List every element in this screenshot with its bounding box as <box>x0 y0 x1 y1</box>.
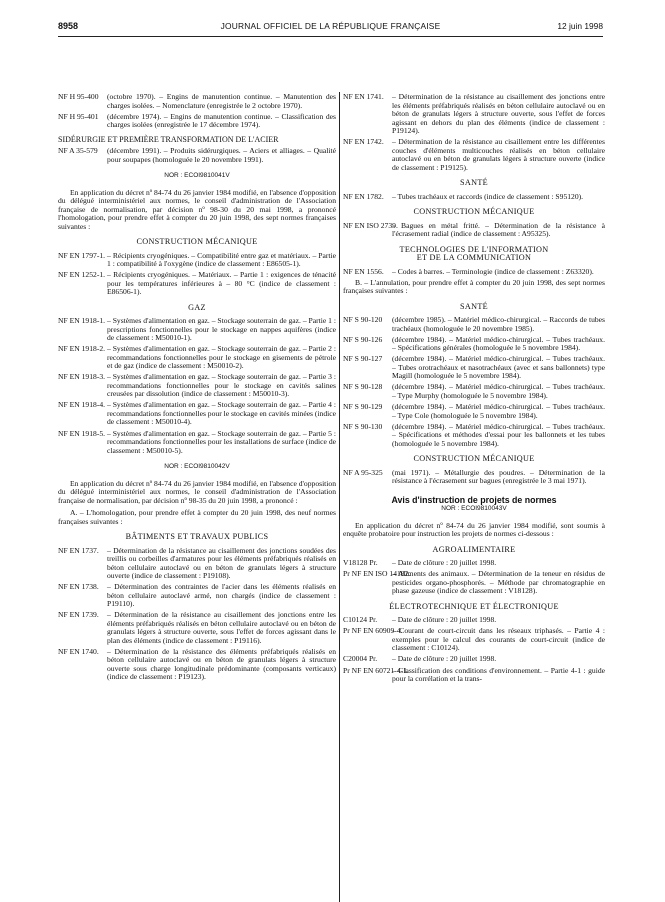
left-column <box>58 93 336 684</box>
norm-description: (décembre 1984). – Matériel médico-chirurgical. – Tubes trachéaux. – Spécifications et méthodes d'essai pour les ballonnets et les tubes (homologuée le 5 novembre 1984). <box>392 421 605 448</box>
norm-entry <box>343 655 605 664</box>
norm-description: (décembre 1984). – Matériel médico-chirurgical. – Tubes trachéaux. – Type Murphy (homologuée le 5 novembre 1984). <box>392 382 605 400</box>
norm-description: – Détermination de la résistance au cisaillement des jonctions entre les éléments préfabriqués réalisés en béton cellulaire autoclavé ou en béton de granulats légers à structure ouverte, sous l'effet de forces agissant en dehors du plan des éléments (indice de classement : P19124). <box>392 92 605 135</box>
norm-entry <box>58 345 336 371</box>
norm-reference: NF EN 1738. <box>58 582 99 592</box>
entries-agroalimentaire <box>343 559 605 596</box>
norm-reference: NF EN 1740. <box>58 646 99 656</box>
norm-entry <box>58 401 336 427</box>
norm-entry <box>58 93 336 110</box>
entries-technologies <box>343 268 605 277</box>
norm-entry <box>343 667 605 684</box>
homologation-paragraph: A. – L'homologation, pour prendre effet à compter du 20 juin 1998, des neuf normes françaises suivantes : <box>58 508 336 526</box>
norm-description: – Systèmes d'alimentation en gaz. – Stockage souterrain de gaz. – Partie 3 : recommandations fonctionnelles pour le stockage en cavités salines creusées par dissolution (indice de classement : M50010-3). <box>107 372 336 399</box>
entries-batiments <box>58 547 336 682</box>
norm-description: (décembre 1984). – Matériel médico-chirurgical. – Tubes trachéaux. – Tubes orotrachéaux et nasotrachéaux (avec et sans ballonnets) type Magill (homologuée le 5 novembre 1984). <box>392 354 605 381</box>
norm-entry <box>343 616 605 625</box>
section-heading-construction: CONSTRUCTION MÉCANIQUE <box>413 207 535 217</box>
section-heading-electrotechnique: ÉLECTROTECHNIQUE ET ÉLECTRONIQUE <box>389 601 559 611</box>
norm-reference: C10124 Pr. <box>343 615 378 625</box>
norm-entry <box>343 355 605 381</box>
norm-description: – Systèmes d'alimentation en gaz. – Stockage souterrain de gaz. – Partie 1 : prescriptions fonctionnelles pour le stockage en nappes aquifères (indice de classement : M50010-1). <box>107 316 336 343</box>
norm-reference: V18128 Pr. <box>343 558 378 568</box>
norm-entry <box>58 373 336 399</box>
norm-description: (décembre 1974). – Engins de manutention continue. – Classification des charges isolées (enregistrée le 17 décembre 1974). <box>107 111 336 130</box>
entries-sante <box>343 193 605 202</box>
norm-description: (décembre 1984). – Matériel médico-chirurgical. – Tubes trachéaux. – Spécifications générales (homologuée le 5 novembre 1984). <box>392 334 605 353</box>
entries-construction-annulation <box>343 469 605 486</box>
norm-reference: NF S 90-129 <box>343 402 383 412</box>
norm-entry <box>58 271 336 297</box>
avis-paragraph: En application du décret nº 84-74 du 26 janvier 1984 modifié, sont soumis à enquête probatoire pour instruction les projets de normes ci-dessous : <box>343 520 605 539</box>
decree-paragraph: En application du décret nº 84-74 du 26 janvier 1984 modifié, en l'absence d'opposition du délégué interministériel aux normes, le conseil d'administration de l'Association française de normalisation, par décision nº 98-35 du 20 juin 1998, a prononcé : <box>58 478 336 505</box>
norm-reference: NF EN 1739. <box>58 610 99 620</box>
right-column <box>343 93 605 686</box>
norm-description: – Tubes trachéaux et raccords (indice de classement : S95120). <box>392 191 584 201</box>
journal-title: JOURNAL OFFICIEL DE LA RÉPUBLIQUE FRANÇAISE <box>220 21 441 31</box>
section-heading-technologies-1: TECHNOLOGIES DE L'INFORMATION <box>399 244 549 254</box>
norm-description: (décembre 1984). – Matériel médico-chirurgical. – Tubes trachéaux. – Type Cole (homologuée le 5 novembre 1984). <box>392 402 605 420</box>
norm-reference: C20004 Pr. <box>343 654 378 664</box>
norm-reference: NF S 90-130 <box>343 421 383 431</box>
norm-entry <box>343 423 605 449</box>
norm-description: – Date de clôture : 20 juillet 1998. <box>392 558 497 568</box>
norm-entry <box>58 147 336 164</box>
issue-date: 12 juin 1998 <box>557 21 603 31</box>
norm-reference: NF EN ISO 2739. <box>343 220 398 230</box>
nor-reference: NOR : ECOI9810041V <box>164 172 230 180</box>
entries-construction <box>343 222 605 239</box>
norm-entry <box>58 611 336 645</box>
norm-reference: NF EN 1556. <box>343 266 384 276</box>
nor-reference: NOR : ECOI9810043V <box>441 505 507 513</box>
norm-reference: NF H 95-400 <box>58 92 99 101</box>
norm-description: – Courant de court-circuit dans les réseaux triphasés. – Partie 4 : exemples pour le calcul des courants de court-circuit (indice de classement : C10124). <box>392 626 605 653</box>
section-heading-construction: CONSTRUCTION MÉCANIQUE <box>136 237 258 247</box>
page-header <box>58 21 603 35</box>
norm-description: – Détermination de la résistance des éléments préfabriqués réalisés en béton cellulaire autoclavé ou en béton de granulats légers à structure ouverte sous charge longitudinale prédominante (composants verticaux) (indice de classement : P19123). <box>107 646 336 682</box>
norm-description: – Systèmes d'alimentation en gaz. – Stockage souterrain de gaz. – Partie 5 : recommandations fonctionnelles pour les installations de surface (indice de classement : M50010-5). <box>107 428 336 455</box>
norm-description: (décembre 1985). – Matériel médico-chirurgical. – Raccords de tubes trachéaux (homologuée le 20 novembre 1985). <box>392 315 605 333</box>
section-heading-agroalimentaire: AGROALIMENTAIRE <box>432 544 516 554</box>
norm-entry <box>58 113 336 130</box>
norm-reference: NF S 90-126 <box>343 334 383 344</box>
norm-reference: NF A 35-579 <box>58 146 98 156</box>
norm-reference: NF S 90-127 <box>343 354 383 364</box>
norm-entry <box>58 430 336 456</box>
norm-entry <box>343 316 605 333</box>
norm-reference: NF EN 1782. <box>343 191 384 201</box>
norm-description: (mai 1971). – Métallurgie des poudres. – Détermination de la résistance à l'écrasement sur bagues (enregistrée le 3 mai 1971). <box>392 467 605 486</box>
norm-description: – Récipients cryogéniques. – Compatibilité entre gaz et matériaux. – Partie 1 : compatibilité à l'oxygène (indice de classement : E86505-1). <box>107 250 336 269</box>
norm-description: – Date de clôture : 20 juillet 1998. <box>392 615 497 625</box>
entries-siderurgie <box>58 147 336 164</box>
decree-paragraph: En application du décret nº 84-74 du 26 janvier 1984 modifié, en l'absence d'opposition du délégué interministériel aux normes, le conseil d'administration de l'Association française de normalisation, par décision nº 98-30 du 20 mai 1998, a prononcé l'homologation, pour prendre effet à compter du 20 juin 1998, des sept normes françaises suivantes : <box>58 187 336 231</box>
norm-description: – Date de clôture : 20 juillet 1998. <box>392 654 497 664</box>
norm-reference: NF EN 1737. <box>58 545 99 555</box>
entries-electrotechnique <box>343 616 605 683</box>
norm-entry <box>343 570 605 596</box>
entries-manutention <box>58 93 336 130</box>
norm-entry <box>343 403 605 420</box>
norm-description: – Aliments des animaux. – Détermination de la teneur en résidus de pesticides organo-phosphorés. – Méthode par chromatographie en phase gazeuse (indice de classement : V18128). <box>392 569 605 596</box>
section-heading-siderurgie: SIDÉRURGIE ET PREMIÈRE TRANSFORMATION DE L'ACIER <box>58 134 279 144</box>
norm-reference: NF EN 1252-1. <box>58 270 106 280</box>
entries-gaz <box>58 317 336 455</box>
norm-description: (décembre 1991). – Produits sidérurgiques. – Aciers et alliages. – Qualité pour soupapes (homologuée le 20 novembre 1991). <box>107 146 336 164</box>
norm-description: – Récipients cryogéniques. – Matériaux. – Partie 1 : exigences de ténacité pour les températures inférieures à – 80 °C (indice de classement : E86506-1). <box>107 270 336 297</box>
norm-entry <box>343 559 605 568</box>
norm-description: – Systèmes d'alimentation en gaz. – Stockage souterrain de gaz. – Partie 4 : recommandations fonctionnelles pour le stockage en cavités minées (indice de classement : M50010-4). <box>107 400 336 427</box>
norm-reference: NF A 95-325 <box>343 467 383 477</box>
entries-batiments-cont <box>343 93 605 172</box>
norm-entry <box>343 222 605 239</box>
norm-reference: Pr NF EN 60909-4. <box>343 626 403 636</box>
norm-description: – Codes à barres. – Terminologie (indice de classement : Z63320). <box>392 266 594 276</box>
norm-description: – Détermination des contraintes de l'acier dans les éléments réalisés en béton cellulaire autoclavé armé, non chargés (indice de classement : P19110). <box>107 582 336 609</box>
section-heading-sante: SANTÉ <box>460 178 488 188</box>
norm-entry <box>343 383 605 400</box>
column-divider <box>339 92 340 902</box>
norm-entry <box>343 138 605 172</box>
norm-entry <box>343 193 605 202</box>
entries-construction <box>58 252 336 297</box>
norm-description: – Systèmes d'alimentation en gaz. – Stockage souterrain de gaz. – Partie 2 : recommandations fonctionnelles pour le stockage en gisements de pétrole et de gaz (indice de classement : M50010-2). <box>107 344 336 371</box>
section-heading-batiments: BÂTIMENTS ET TRAVAUX PUBLICS <box>125 532 269 542</box>
norm-entry <box>58 317 336 343</box>
norm-entry <box>343 627 605 653</box>
norm-reference: NF EN 1797-1. <box>58 250 106 260</box>
annulation-paragraph: B. – L'annulation, pour prendre effet à compter du 20 juin 1998, des sept normes françaises suivantes : <box>343 277 605 296</box>
section-heading-technologies-2: ET DE LA COMMUNICATION <box>416 253 532 263</box>
norm-entry <box>58 547 336 581</box>
norm-reference: NF EN 1918-1. <box>58 316 106 326</box>
norm-entry <box>343 336 605 353</box>
norm-reference: Pr NF EN 60721-4-1. <box>343 665 409 675</box>
norm-reference: NF EN 1741. <box>343 92 384 101</box>
norm-reference: NF EN 1918-3. <box>58 372 106 382</box>
norm-reference: NF EN 1918-4. <box>58 400 106 410</box>
norm-entry <box>58 648 336 682</box>
section-heading-sante-annulation: SANTÉ <box>460 301 488 311</box>
norm-description: – Détermination de la résistance au cisaillement des jonctions entre les éléments préfabriqués réalisés en béton cellulaire autoclavé ou en béton de granulats légers à structure ouverte, sous l'effet de forces agissant dans le plan des éléments (indice de classement : P19116). <box>107 610 336 645</box>
norm-description: – Détermination de la résistance au cisaillement des jonctions soudées des treillis ou corbeilles d'armatures pour les éléments préfabriqués réalisés en béton cellulaire autoclavé ou en béton de granulats légers à structure ouverte (indice de classement : P19108). <box>107 545 336 581</box>
entries-sante-annulation <box>343 316 605 448</box>
norm-reference: NF S 90-128 <box>343 382 383 392</box>
norm-entry <box>58 583 336 609</box>
norm-reference: NF H 95-401 <box>58 111 99 121</box>
section-heading-construction-annulation: CONSTRUCTION MÉCANIQUE <box>413 454 535 464</box>
norm-description: – Classification des conditions d'environnement. – Partie 4-1 : guide pour la corrélation et la trans- <box>392 665 605 684</box>
norm-description: – Détermination de la résistance au cisaillement entre les différentes couches d'éléments multicouches réalisés en béton cellulaire autoclavé ou en béton de granulats légers à structure ouverte (indice de classement : P19125). <box>392 137 605 172</box>
norm-entry <box>343 469 605 486</box>
norm-reference: NF EN 1742. <box>343 137 384 147</box>
page-number: 8958 <box>58 21 79 31</box>
norm-entry <box>58 252 336 269</box>
norm-reference: NF EN 1918-5. <box>58 428 106 438</box>
norm-reference: NF S 90-120 <box>343 315 383 325</box>
section-heading-gaz: GAZ <box>188 302 206 312</box>
norm-entry <box>343 93 605 136</box>
norm-description: – Bagues en métal fritté. – Détermination de la résistance à l'écrasement radial (indice de classement : A95325). <box>392 220 605 239</box>
norm-reference: Pr NF EN ISO 14182. <box>343 569 411 579</box>
norm-entry <box>343 268 605 277</box>
norm-reference: NF EN 1918-2. <box>58 344 106 354</box>
avis-heading: Avis d'instruction de projets de normes <box>391 494 557 505</box>
norm-description: (octobre 1970). – Engins de manutention continue. – Manutention des charges isolées. – Nomenclature (enregistrée le 2 octobre 1970). <box>107 92 336 110</box>
nor-reference: NOR : ECOI9810042V <box>164 463 230 471</box>
header-rule <box>58 36 603 37</box>
